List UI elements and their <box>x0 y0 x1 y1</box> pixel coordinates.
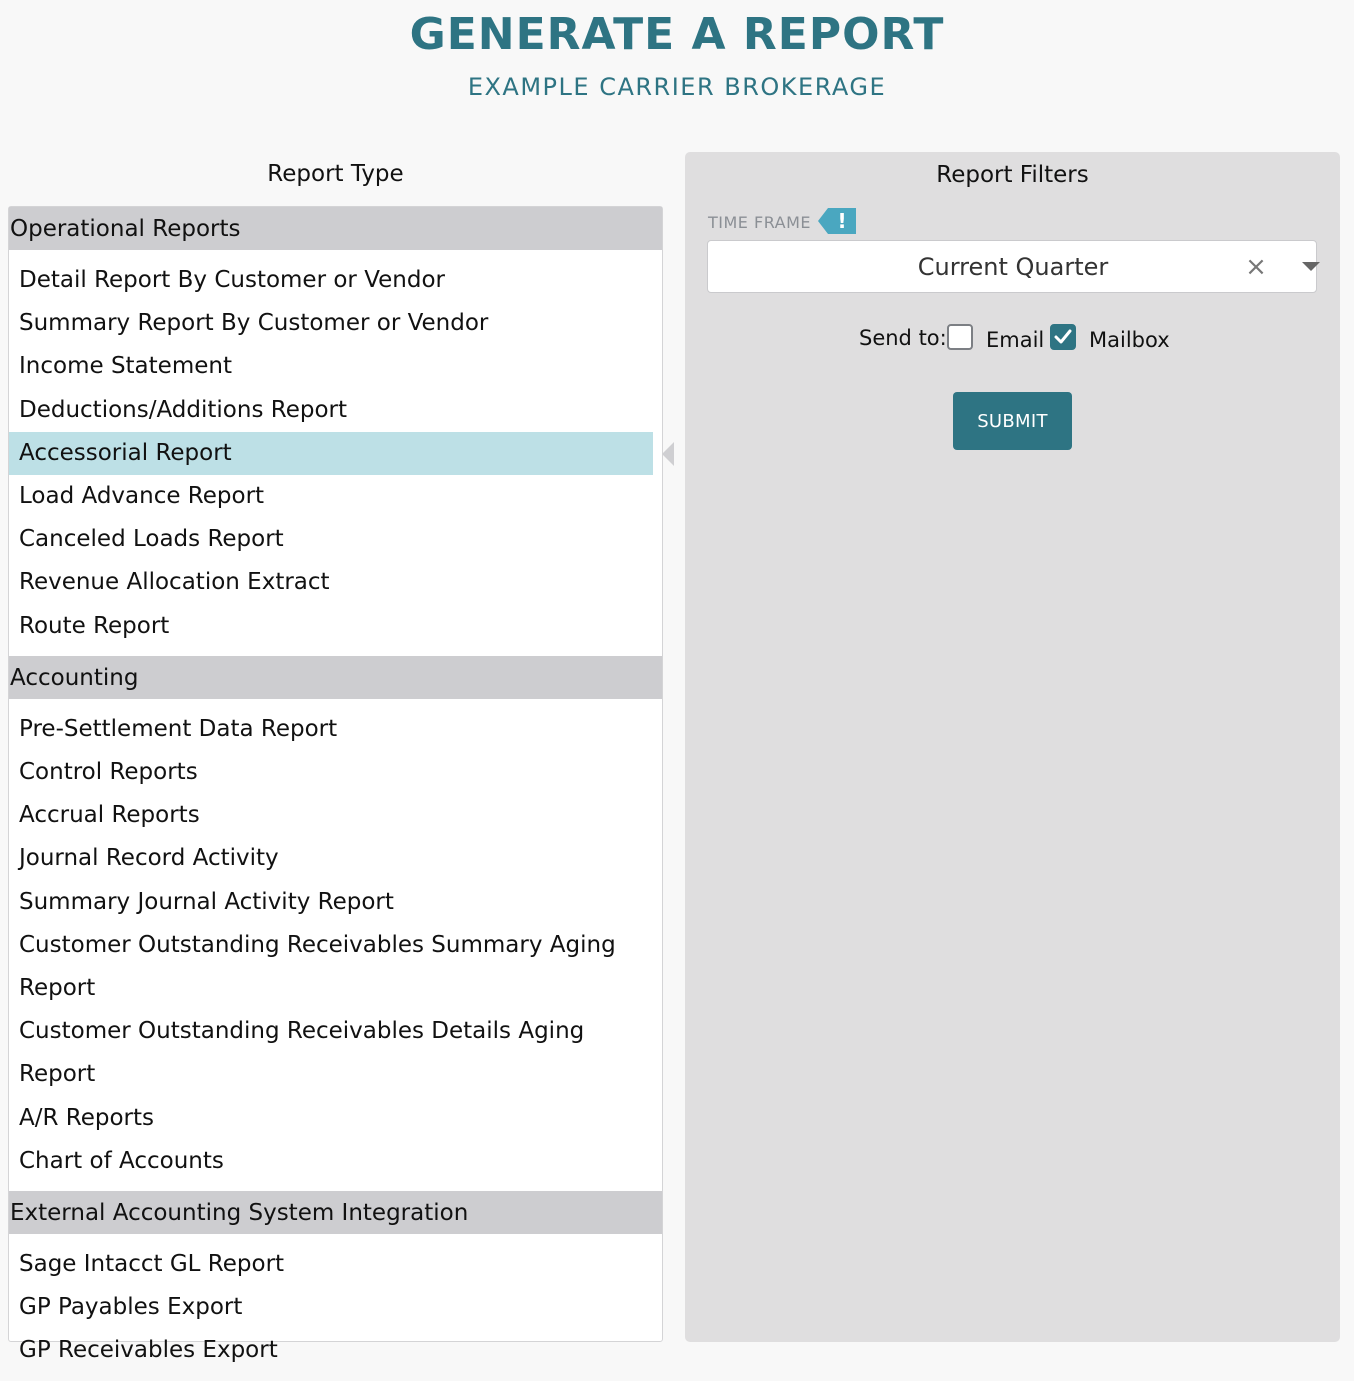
report-item-canceled-loads[interactable]: Canceled Loads Report <box>19 526 284 553</box>
group-items <box>9 699 662 1191</box>
report-item-deductions-additions[interactable]: Deductions/Additions Report <box>19 396 347 423</box>
alert-icon <box>818 208 856 234</box>
page-header <box>0 0 1354 102</box>
group-header-external-accounting: External Accounting System Integration <box>9 1191 662 1234</box>
report-item-summary-journal-activity[interactable]: Summary Journal Activity Report <box>19 888 394 915</box>
report-item-report[interactable]: Report <box>19 975 96 1002</box>
time-frame-label: TIME FRAME <box>708 213 812 232</box>
report-item-sage-intacct-gl[interactable]: Sage Intacct GL Report <box>19 1251 285 1278</box>
selection-pointer-icon <box>662 442 674 466</box>
email-checkbox[interactable] <box>947 324 973 350</box>
chevron-down-icon[interactable] <box>1302 262 1320 271</box>
report-item-receivables-summary-aging[interactable]: Customer Outstanding Receivables Summary Aging <box>19 931 616 958</box>
report-item-accessorial-report[interactable]: Accessorial Report <box>9 432 653 475</box>
group-header-accounting: Accounting <box>9 656 662 699</box>
report-filters-panel <box>685 152 1340 1342</box>
clear-icon[interactable]: × <box>1245 252 1267 282</box>
mailbox-label[interactable]: Mailbox <box>1089 328 1170 352</box>
send-to-label: Send to: <box>859 326 947 350</box>
report-item-income-statement[interactable]: Income Statement <box>19 353 232 380</box>
report-item-detail-report[interactable]: Detail Report By Customer or Vendor <box>19 267 445 293</box>
time-frame-select[interactable] <box>707 240 1317 293</box>
report-item-gp-receivables-export[interactable]: GP Receivables Export <box>19 1337 278 1364</box>
report-item-receivables-details-aging[interactable]: Customer Outstanding Receivables Details Aging Report <box>19 1018 585 1088</box>
submit-button[interactable]: SUBMIT <box>953 392 1072 450</box>
report-item-control-reports[interactable]: Control Reports <box>19 759 198 786</box>
report-item-route-report[interactable]: Route Report <box>19 612 170 639</box>
page-title: GENERATE A REPORT <box>409 9 945 60</box>
report-item-summary-report[interactable]: Summary Report By Customer or Vendor <box>19 310 489 337</box>
mailbox-checkbox[interactable] <box>1050 324 1076 350</box>
group-items <box>9 1234 662 1381</box>
report-item-gp-payables-export[interactable]: GP Payables Export <box>19 1294 243 1321</box>
group-header-operational-reports: Operational Reports <box>9 207 662 250</box>
report-item-load-advance[interactable]: Load Advance Report <box>19 483 265 510</box>
report-item-revenue-allocation[interactable]: Revenue Allocation Extract <box>19 569 330 596</box>
group-items <box>9 250 662 656</box>
report-group <box>9 207 662 656</box>
report-group <box>9 656 662 1191</box>
report-group <box>9 1191 662 1381</box>
report-item-ar-reports[interactable]: A/R Reports <box>19 1104 155 1131</box>
report-item-chart-of-accounts[interactable]: Chart of Accounts <box>19 1147 224 1174</box>
page-subtitle: EXAMPLE CARRIER BROKERAGE <box>467 73 887 101</box>
checkmark-icon <box>1052 326 1074 348</box>
email-label[interactable]: Email <box>986 328 1045 352</box>
report-type-list <box>8 206 663 1364</box>
alert-glyph: ! <box>837 209 847 233</box>
report-type-heading: Report Type <box>267 161 404 187</box>
report-filters-heading: Report Filters <box>936 162 1089 188</box>
report-item-pre-settlement[interactable]: Pre-Settlement Data Report <box>19 715 338 742</box>
time-frame-value: Current Quarter <box>917 253 1109 281</box>
report-item-journal-record-activity[interactable]: Journal Record Activity <box>19 845 279 872</box>
report-item-accrual-reports[interactable]: Accrual Reports <box>19 802 200 829</box>
